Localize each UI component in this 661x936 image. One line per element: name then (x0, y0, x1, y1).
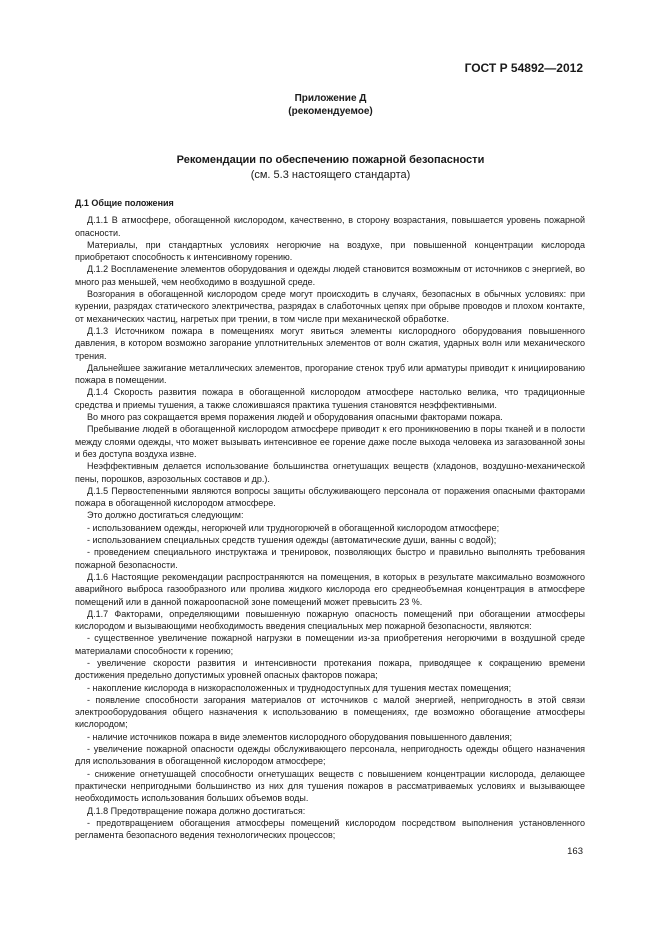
annex-status: (рекомендуемое) (288, 106, 373, 117)
section-heading: Д.1 Общие положения (75, 198, 174, 208)
paragraph: Д.1.2 Воспламенение элементов оборудования и одежды людей становится возможным от источников с энергией, во много раз меньшей, чем необходимо в воздушной среде. (75, 264, 585, 287)
paragraph: - наличие источников пожара в виде элементов кислородного оборудования повышенного давления; (87, 731, 513, 742)
paragraph: Дальнейшее зажигание металлических элементов, прогорание стенок труб или арматуры приводит к инициированию пожара в помещении. (75, 362, 585, 386)
annex-heading (0, 92, 661, 118)
paragraph: Возгорания в обогащенной кислородом среде могут происходить в случаях, безопасных в обычных условиях: при курении, разрядах статического электричества, разрядах в слаботочных цепях при обрыве проводов и плохом контакте, от механических частиц, нагретых при трении, в том числе при механической обработке. (75, 289, 585, 324)
paragraph: - снижение огнетушащей способности огнетушащих веществ с повышением концентрации кислорода, делающее практически непригодными большинство из них для тушения пожаров в рассматриваемых условиях и вызывающее необходимость использования больших объемов воды. (75, 768, 585, 804)
paragraph: Материалы, при стандартных условиях негорючие на воздухе, при повышенной концентрации кислорода приобретают способность к интенсивному горению. (75, 239, 585, 263)
paragraph: - появление способности загорания материалов от источников с малой энергией, непригодность в этой связи электрооборудования общего назначения к использованию в помещениях, где возможно обогащение атмосферы кислородом; (75, 694, 585, 730)
paragraph: Пребывание людей в обогащенной кислородом атмосфере приводит к его проникновению в поры тканей и в полости между слоями одежды, что может вызывать интенсивное ее горение даже после выхода человека из загазованной зоны и без доступа воздуха извне. (75, 424, 585, 459)
paragraph: - использованием специальных средств тушения одежды (автоматические души, ванны с водой); (87, 535, 497, 546)
document-title-reference: (см. 5.3 настоящего стандарта) (250, 169, 411, 181)
paragraph: Во много раз сокращается время поражения людей и оборудования опасными факторами пожара. (87, 412, 503, 423)
paragraph: Неэффективным делается использование большинства огнетушащих веществ (хладонов, воздушно-механической пены, порошков, аэрозольных составов и др.). (75, 461, 585, 484)
paragraph: - предотвращением обогащения атмосферы помещений кислородом посредством выполнения установленного регламента безопасного ведения технологических процессов; (75, 817, 585, 841)
paragraph-list (75, 214, 585, 841)
paragraph: - использованием одежды, негорючей или трудногорючей в обогащенной кислородом атмосфере; (87, 522, 500, 533)
paragraph: - существенное увеличение пожарной нагрузки в помещении из-за приобретения негорючими в воздушной среде материалами способности к горению; (75, 633, 585, 656)
standard-number: ГОСТ Р 54892—2012 (464, 61, 583, 75)
annex-title: Приложение Д (294, 93, 367, 104)
paragraph: Д.1.7 Факторами, определяющими повышенную пожарную опасность помещений при обогащении атмосферы кислородом и вызывающими необходимость введения специальных мер пожарной безопасности, являются: (75, 608, 585, 632)
paragraph: Это должно достигаться следующим: (87, 510, 244, 521)
document-title-main: Рекомендации по обеспечению пожарной безопасности (176, 154, 485, 166)
paragraph: Д.1.4 Скорость развития пожара в обогащенной кислородом атмосфере настолько велика, что традиционные средства и приемы тушения, а также сложившаяся практика тушения становятся неэффективными. (75, 387, 585, 410)
paragraph: Д.1.3 Источником пожара в помещениях могут явиться элементы кислородного оборудования повышенного давления, в котором возможно загорание уплотнительных элементов от волн сжатия, ударных волн или механического трения. (75, 325, 585, 361)
paragraph: - увеличение скорости развития и интенсивности протекания пожара, приводящее к сокращению времени достижения предельно допустимых уровней опасных факторов пожара; (75, 657, 585, 681)
paragraph: Д.1.8 Предотвращение пожара должно достигаться: (87, 805, 306, 816)
paragraph: Д.1.5 Первостепенными являются вопросы защиты обслуживающего персонала от поражения опасными факторами пожара в обогащенной кислородом атмосфере. (75, 485, 585, 509)
page-number: 163 (567, 846, 583, 857)
document-title (0, 153, 661, 183)
paragraph: Д.1.1 В атмосфере, обогащенной кислородом, качественно, в сторону возрастания, повышается уровень пожарной опасности. (75, 215, 585, 238)
paragraph: - проведением специального инструктажа и тренировок, позволяющих быстро и правильно выполнять требования пожарной безопасности. (75, 547, 585, 570)
paragraph: - накопление кислорода в низкорасположенных и труднодоступных для тушения местах помещения; (87, 682, 512, 693)
body-text (75, 197, 585, 841)
paragraph: Д.1.6 Настоящие рекомендации распространяются на помещения, в которых в результате максимально возможного аварийного выброса газообразного или пролива жидкого кислорода его среднеобъемная концентрация в атмосфере помещений или в данной пожароопасной зоне помещений может превысить 23 %. (75, 571, 585, 607)
paragraph: - увеличение пожарной опасности одежды обслуживающего персонала, непригодность одежды общего назначения для использования в обогащенной кислородом атмосфере; (75, 744, 585, 767)
